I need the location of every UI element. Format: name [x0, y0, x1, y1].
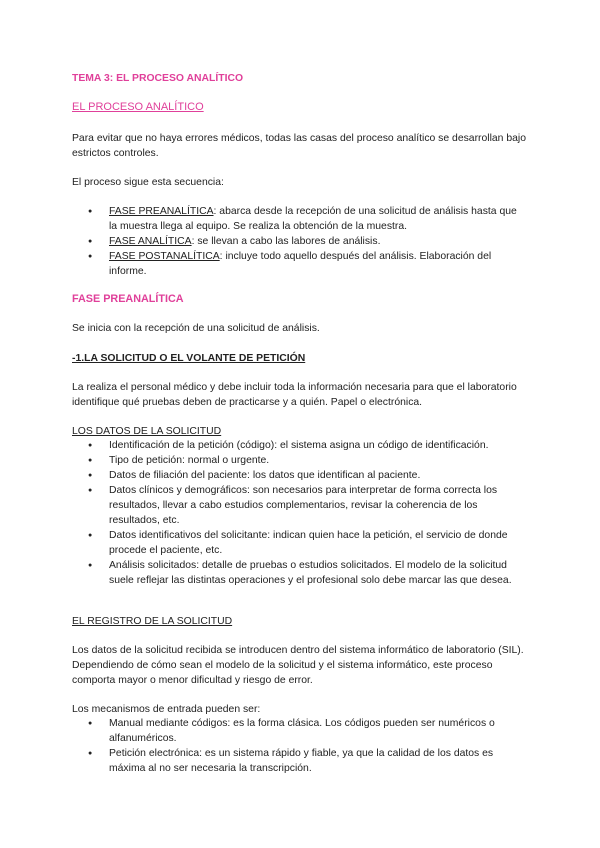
list-item — [72, 249, 527, 279]
heading-proceso-analitico: EL PROCESO ANALÍTICO — [72, 101, 204, 113]
sequence-intro: El proceso sigue esta secuencia: — [72, 177, 224, 188]
phases-list — [72, 204, 527, 279]
registro-title: EL REGISTRO DE LA SOLICITUD — [72, 616, 233, 627]
list-item: ● Petición electrónica: es un sistema rápido y fiable, ya que la calidad de los datos es máxima al no ser necesaria la transcripción. — [72, 746, 527, 776]
mecanismos-intro: Los mecanismos de entrada pueden ser: — [72, 704, 261, 715]
phase-text: : se llevan a cabo las labores de análisis. — [191, 236, 381, 247]
registro-text: Los datos de la solicitud recibida se introducen dentro del sistema informático de laboratorio (SIL). Dependiendo de cómo sean el modelo de la solicitud y el sistema informático, este proceso comporta mayor o menor dificultad y riesgo de error. — [72, 645, 524, 686]
phase-term: FASE ANALÍTICA — [109, 236, 192, 247]
phase-term: FASE POSTANALÍTICA — [109, 251, 220, 262]
pre-intro: Se inicia con la recepción de una solicitud de análisis. — [72, 323, 320, 334]
datos-list — [72, 438, 527, 588]
list-item: ● Datos identificativos del solicitante: indican quien hace la petición, el servicio de donde procede el paciente, etc. — [72, 528, 527, 558]
list-item: ● Manual mediante códigos: es la forma clásica. Los códigos pueden ser numéricos o alfanuméricos. — [72, 716, 527, 746]
mecanismos-list — [72, 716, 527, 776]
intro-paragraph: Para evitar que no haya errores médicos, todas las casas del proceso analítico se desarrollan bajo estrictos controles. — [72, 133, 526, 159]
list-item: ● Datos clínicos y demográficos: son necesarios para interpretar de forma correcta los resultados, llevar a cabo estudios complementarios, revisar la coherencia de los resultados, etc. — [72, 483, 527, 528]
list-item — [72, 204, 527, 234]
phase-term: FASE PREANALÍTICA — [109, 206, 214, 217]
section-solicitud-text: La realiza el personal médico y debe incluir toda la información necesaria para que el laboratorio identifique qué pruebas deben de practicarse y a quién. Papel o electrónica. — [72, 382, 517, 408]
heading-fase-preanalitica: FASE PREANALÍTICA — [72, 293, 184, 305]
document-title: TEMA 3: EL PROCESO ANALÍTICO — [72, 73, 244, 84]
phase-text: : abarca desde la recepción de una solicitud de análisis hasta que la muestra llega al equipo. Se realiza la obtención de la muestra. — [109, 206, 517, 232]
list-item: ● Datos de filiación del paciente: los datos que identifican al paciente. — [72, 468, 527, 483]
list-item — [72, 234, 527, 249]
list-item: ● Identificación de la petición (código): el sistema asigna un código de identificación. — [72, 438, 527, 453]
list-item: ● Análisis solicitados: detalle de pruebas o estudios solicitados. El modelo de la solicitud suele reflejar las distintas operaciones y el profesional solo debe marcar las que desea. — [72, 558, 527, 588]
section-solicitud-title: -1.LA SOLICITUD O EL VOLANTE DE PETICIÓN — [72, 353, 306, 364]
datos-title: LOS DATOS DE LA SOLICITUD — [72, 426, 222, 437]
list-item: ● Tipo de petición: normal o urgente. — [72, 453, 527, 468]
phase-text: : incluye todo aquello después del análisis. Elaboración del informe. — [109, 251, 492, 277]
